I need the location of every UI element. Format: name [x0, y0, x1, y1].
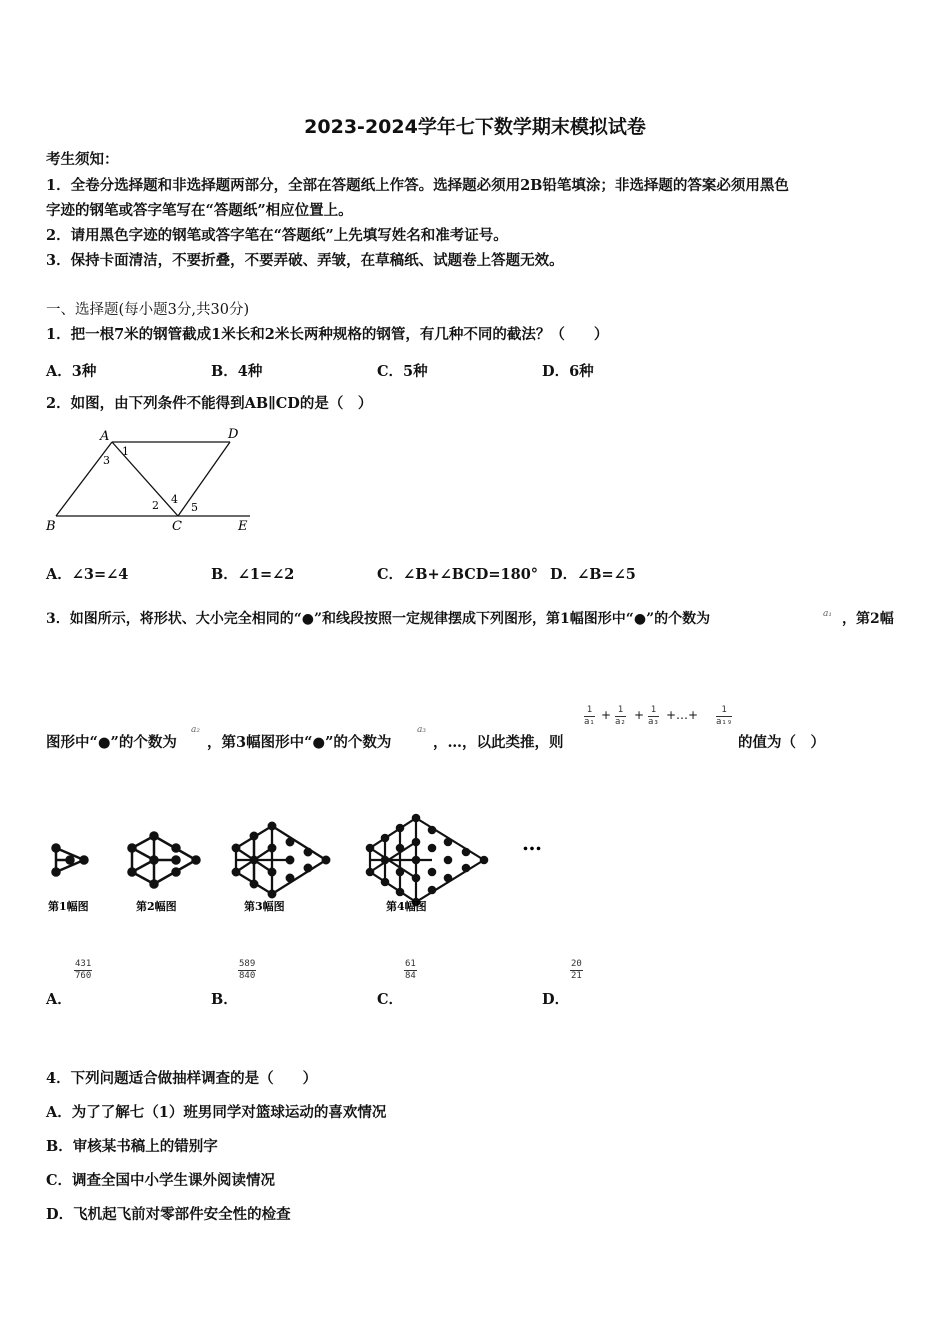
q1-option-b: B．4种 [211, 363, 263, 380]
angle-label-1: 1 [122, 445, 129, 458]
figures-ellipsis: … [522, 831, 542, 855]
angle-label-4: 4 [171, 493, 178, 506]
q3-option-c-label: C． [377, 991, 404, 1008]
q3-stem-line2b: ，第3幅图形中“●”的个数为 [207, 734, 392, 751]
angle-label-3: 3 [103, 454, 110, 467]
symbol-a3: a₃ [417, 725, 426, 735]
exam-page: 2023-2024学年七下数学期末模拟试卷 考生须知： 1．全卷分选择题和非选择题两部分，全部在答题纸上作答。选择题必须用2B铅笔填涂；非选择题的答案必须用黑色 字迹的钢笔或答字笔写在“答题纸”相应位置上。 2．请用黑色字迹的钢笔或答字笔在“答题纸”上先填写姓名和准考证号。 3．保持卡面清洁，不要折叠，不要弄破、弄皱，在草稿纸、试题卷上答题无效。 一、选择题(每小题3分,共30分) 1．把一根7米的钢管截成1米长和2米长两种规格的钢管，有几种不同的截法？（ ） A．3种 B．4种 C．5种 D．6种 2．如图，由下列条件不能得到AB∥CD的是（ ） A D B C E 1 2 3 4 5 A．∠3=∠4 B．∠1=∠2 C．∠B+∠BCD=180° D．∠B=∠5 3．如图所示，将形状、大小完全相同的“●”和线段按照一定规律摆成下列图形，第1幅图形中“●”的个数为 a₁ ，第2幅 图形中“●”的个数为 a₂ ，第3幅图形中“●”的个数为 a₃ ，…，以此类推，则 $\frac{1}{\text{a₁}}$ + $\frac{1}{\text{a₂}}$ + $\frac{1}{\text{a₃}}$ +…+ $\frac{1}{\text{a₁₉}}$ 的值为（ ） 第1幅图 第2幅图 第3幅图 第4幅图 … A． $\frac{431}{760}$ B． $\frac{589}{840}$ C． $\frac{61}{84}$ D． $\frac{20}{21}$ 4．下列问题适合做抽样调查的是（ ） A．为了了解七（1）班男同学对篮球运动的喜欢情况 B．审核某书稿上的错别字 C．调查全国中小学生课外阅读情况 D．飞机起飞前对零部件安全性的检查 [0, 0, 950, 1344]
q4-option-a: A．为了了解七（1）班男同学对篮球运动的喜欢情况 [46, 1104, 387, 1121]
q2-stem: 2．如图，由下列条件不能得到AB∥CD的是（ ） [46, 395, 373, 412]
q2-option-d: D．∠B=∠5 [550, 566, 636, 583]
q4-option-d: D．飞机起飞前对零部件安全性的检查 [46, 1206, 291, 1223]
q3-stem-line1: 3．如图所示，将形状、大小完全相同的“●”和线段按照一定规律摆成下列图形，第1幅图形中“●”的个数为 [46, 611, 711, 627]
angle-label-5: 5 [191, 501, 198, 514]
q1-option-c: C．5种 [377, 363, 428, 380]
figure-2 [129, 833, 200, 888]
figure-1 [53, 845, 88, 876]
symbol-a2: a₂ [191, 725, 200, 735]
notice-item-1-cont: 字迹的钢笔或答字笔写在“答题纸”相应位置上。 [46, 202, 353, 219]
q3-stem-line2d: 的值为（ ） [738, 734, 825, 751]
q1-option-a: A．3种 [46, 363, 97, 380]
caption-figure-4: 第4幅图 [386, 900, 427, 913]
expr-term-19: $\frac{1}{\text{a₁₉}}$ [716, 705, 733, 727]
q2-geometry-figure [40, 420, 270, 540]
q3-option-b-label: B． [211, 991, 238, 1008]
expr-ellipsis: +…+ [666, 708, 699, 722]
line-dc [178, 442, 230, 516]
q3-option-a-fraction: $\frac{431}{760}$ [75, 959, 92, 981]
page-title: 2023-2024学年七下数学期末模拟试卷 [304, 116, 646, 138]
caption-figure-2: 第2幅图 [136, 900, 177, 913]
q1-stem: 1．把一根7米的钢管截成1米长和2米长两种规格的钢管，有几种不同的截法？（ ） [46, 326, 609, 343]
q2-option-b: B．∠1=∠2 [211, 566, 295, 583]
label-c: C [172, 519, 182, 534]
symbol-a1: a₁ [823, 609, 832, 619]
label-d: D [228, 427, 239, 442]
label-a: A [100, 429, 110, 444]
notice-heading: 考生须知： [46, 151, 119, 168]
expr-term-2: $\frac{1}{\text{a₂}}$ [615, 705, 626, 727]
q3-option-c-fraction: $\frac{61}{84}$ [405, 959, 416, 981]
label-e: E [238, 519, 248, 534]
notice-item-3: 3．保持卡面清洁，不要折叠，不要弄破、弄皱，在草稿纸、试题卷上答题无效。 [46, 252, 564, 269]
expr-term-1: $\frac{1}{\text{a₁}}$ [584, 705, 595, 727]
q4-stem: 4．下列问题适合做抽样调查的是（ ） [46, 1070, 318, 1087]
section-heading: 一、选择题(每小题3分,共30分) [46, 302, 250, 318]
q3-option-b-fraction: $\frac{589}{840}$ [239, 959, 256, 981]
q3-option-d-label: D． [542, 991, 570, 1008]
q3-stem-line2c: ，…，以此类推，则 [433, 734, 564, 751]
figure-4 [367, 815, 487, 905]
q3-option-a-label: A． [46, 991, 72, 1008]
q3-dot-pattern-figures [40, 812, 560, 917]
q1-option-d: D．6种 [542, 363, 594, 380]
q4-option-b: B．审核某书稿上的错别字 [46, 1138, 218, 1155]
q4-option-c: C．调查全国中小学生课外阅读情况 [46, 1172, 276, 1189]
caption-figure-1: 第1幅图 [48, 900, 89, 913]
q3-stem-line2a: 图形中“●”的个数为 [46, 734, 177, 751]
q2-option-c: C．∠B+∠BCD=180° [377, 566, 539, 583]
notice-item-1: 1．全卷分选择题和非选择题两部分，全部在答题纸上作答。选择题必须用2B铅笔填涂；非选择题的答案必须用黑色 [46, 177, 789, 194]
angle-label-2: 2 [152, 499, 159, 512]
expr-term-3: $\frac{1}{\text{a₃}}$ [648, 705, 659, 727]
caption-figure-3: 第3幅图 [244, 900, 285, 913]
figure-3 [233, 823, 330, 898]
label-b: B [46, 519, 56, 534]
q2-option-a: A．∠3=∠4 [46, 566, 129, 583]
q3-option-d-fraction: $\frac{20}{21}$ [571, 959, 582, 981]
notice-item-2: 2．请用黑色字迹的钢笔或答字笔在“答题纸”上先填写姓名和准考证号。 [46, 227, 508, 244]
q3-stem-line1-end: ，第2幅 [842, 611, 894, 627]
